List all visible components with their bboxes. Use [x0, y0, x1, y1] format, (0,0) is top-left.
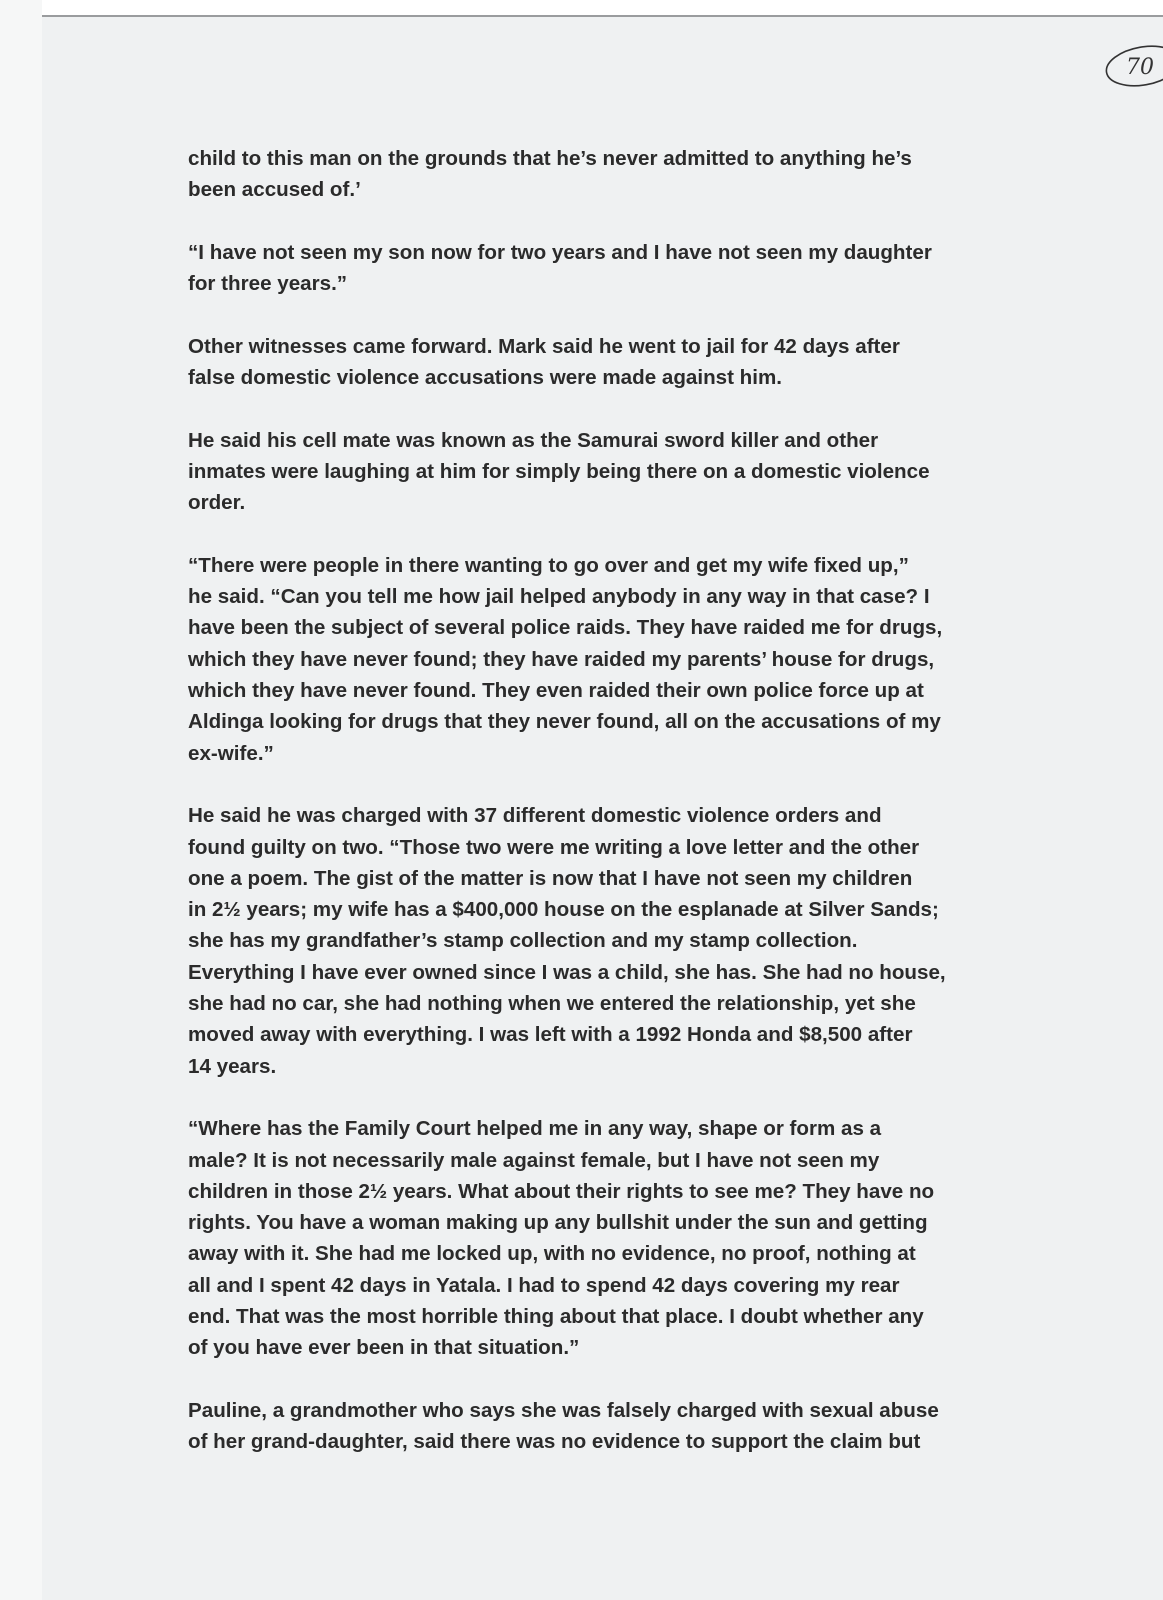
text-line: she had no car, she had nothing when we entered the relationship, yet she: [188, 992, 916, 1016]
text-line: all and I spent 42 days in Yatala. I had to spend 42 days covering my rear: [188, 1273, 900, 1297]
text-line: of her grand-daughter, said there was no evidence to support the claim but: [188, 1430, 921, 1454]
text-line: she has my grandfather’s stamp collection and my stamp collection.: [188, 929, 858, 953]
paragraph: [188, 550, 1028, 769]
text-line: been accused of.’: [188, 178, 361, 202]
text-line: one a poem. The gist of the matter is now that I have not seen my children: [188, 866, 913, 890]
text-line: inmates were laughing at him for simply being there on a domestic violence: [188, 459, 930, 483]
paragraph: [188, 331, 1028, 394]
text-line: false domestic violence accusations were made against him.: [188, 366, 783, 390]
paragraph: [188, 143, 1028, 206]
text-line: male? It is not necessarily male against female, but I have not seen my: [188, 1148, 880, 1172]
text-line: child to this man on the grounds that he’s never admitted to anything he’s: [188, 147, 912, 170]
text-line: 14 years.: [188, 1054, 277, 1078]
page-number: 70: [1126, 55, 1154, 80]
text-line: found guilty on two. “Those two were me writing a love letter and the other: [188, 835, 920, 859]
text-line: “Where has the Family Court helped me in any way, shape or form as a: [188, 1117, 882, 1141]
text-line: he said. “Can you tell me how jail helped anybody in any way in that case? I: [188, 585, 930, 609]
text-line: He said he was charged with 37 different domestic violence orders and: [188, 804, 882, 828]
paragraph: [188, 1113, 1028, 1363]
paragraph: [188, 1395, 1028, 1458]
text-line: end. That was the most horrible thing about that place. I doubt whether any: [188, 1304, 924, 1328]
handwritten-page-number-stamp: [1102, 37, 1163, 93]
text-line: He said his cell mate was known as the Samurai sword killer and other: [188, 428, 879, 452]
circled-page-number-icon: [1102, 37, 1163, 93]
scan-border-top: [42, 0, 1163, 17]
text-line: “I have not seen my son now for two years and I have not seen my daughter: [188, 240, 932, 264]
text-line: Everything I have ever owned since I was a child, she has. She had no house,: [188, 960, 946, 984]
paragraph: [188, 425, 1028, 519]
text-line: Other witnesses came forward. Mark said he went to jail for 42 days after: [188, 334, 900, 358]
text-line: have been the subject of several police raids. They have raided me for drugs,: [188, 616, 943, 640]
text-line: for three years.”: [188, 272, 348, 296]
text-line: “There were people in there wanting to go over and get my wife fixed up,”: [188, 553, 909, 577]
text-line: which they have never found; they have raided my parents’ house for drugs,: [188, 647, 935, 671]
article-body: [188, 143, 1028, 1489]
text-line: which they have never found. They even raided their own police force up at: [188, 679, 924, 703]
text-line: Aldinga looking for drugs that they never found, all on the accusations of my: [188, 710, 941, 734]
text-line: Pauline, a grandmother who says she was falsely charged with sexual abuse: [188, 1398, 939, 1422]
text-line: away with it. She had me locked up, with no evidence, no proof, nothing at: [188, 1242, 916, 1266]
text-line: order.: [188, 491, 246, 515]
paragraph: [188, 237, 1028, 300]
scan-border-left: [0, 0, 42, 1600]
paragraph: [188, 800, 1028, 1082]
text-line: moved away with everything. I was left with a 1992 Honda and $8,500 after: [188, 1023, 913, 1047]
text-line: of you have ever been in that situation.”: [188, 1336, 580, 1360]
text-line: rights. You have a woman making up any bullshit under the sun and getting: [188, 1211, 928, 1235]
text-line: in 2½ years; my wife has a $400,000 house on the esplanade at Silver Sands;: [188, 898, 939, 922]
text-line: ex-wife.”: [188, 741, 274, 765]
text-line: children in those 2½ years. What about their rights to see me? They have no: [188, 1179, 935, 1203]
